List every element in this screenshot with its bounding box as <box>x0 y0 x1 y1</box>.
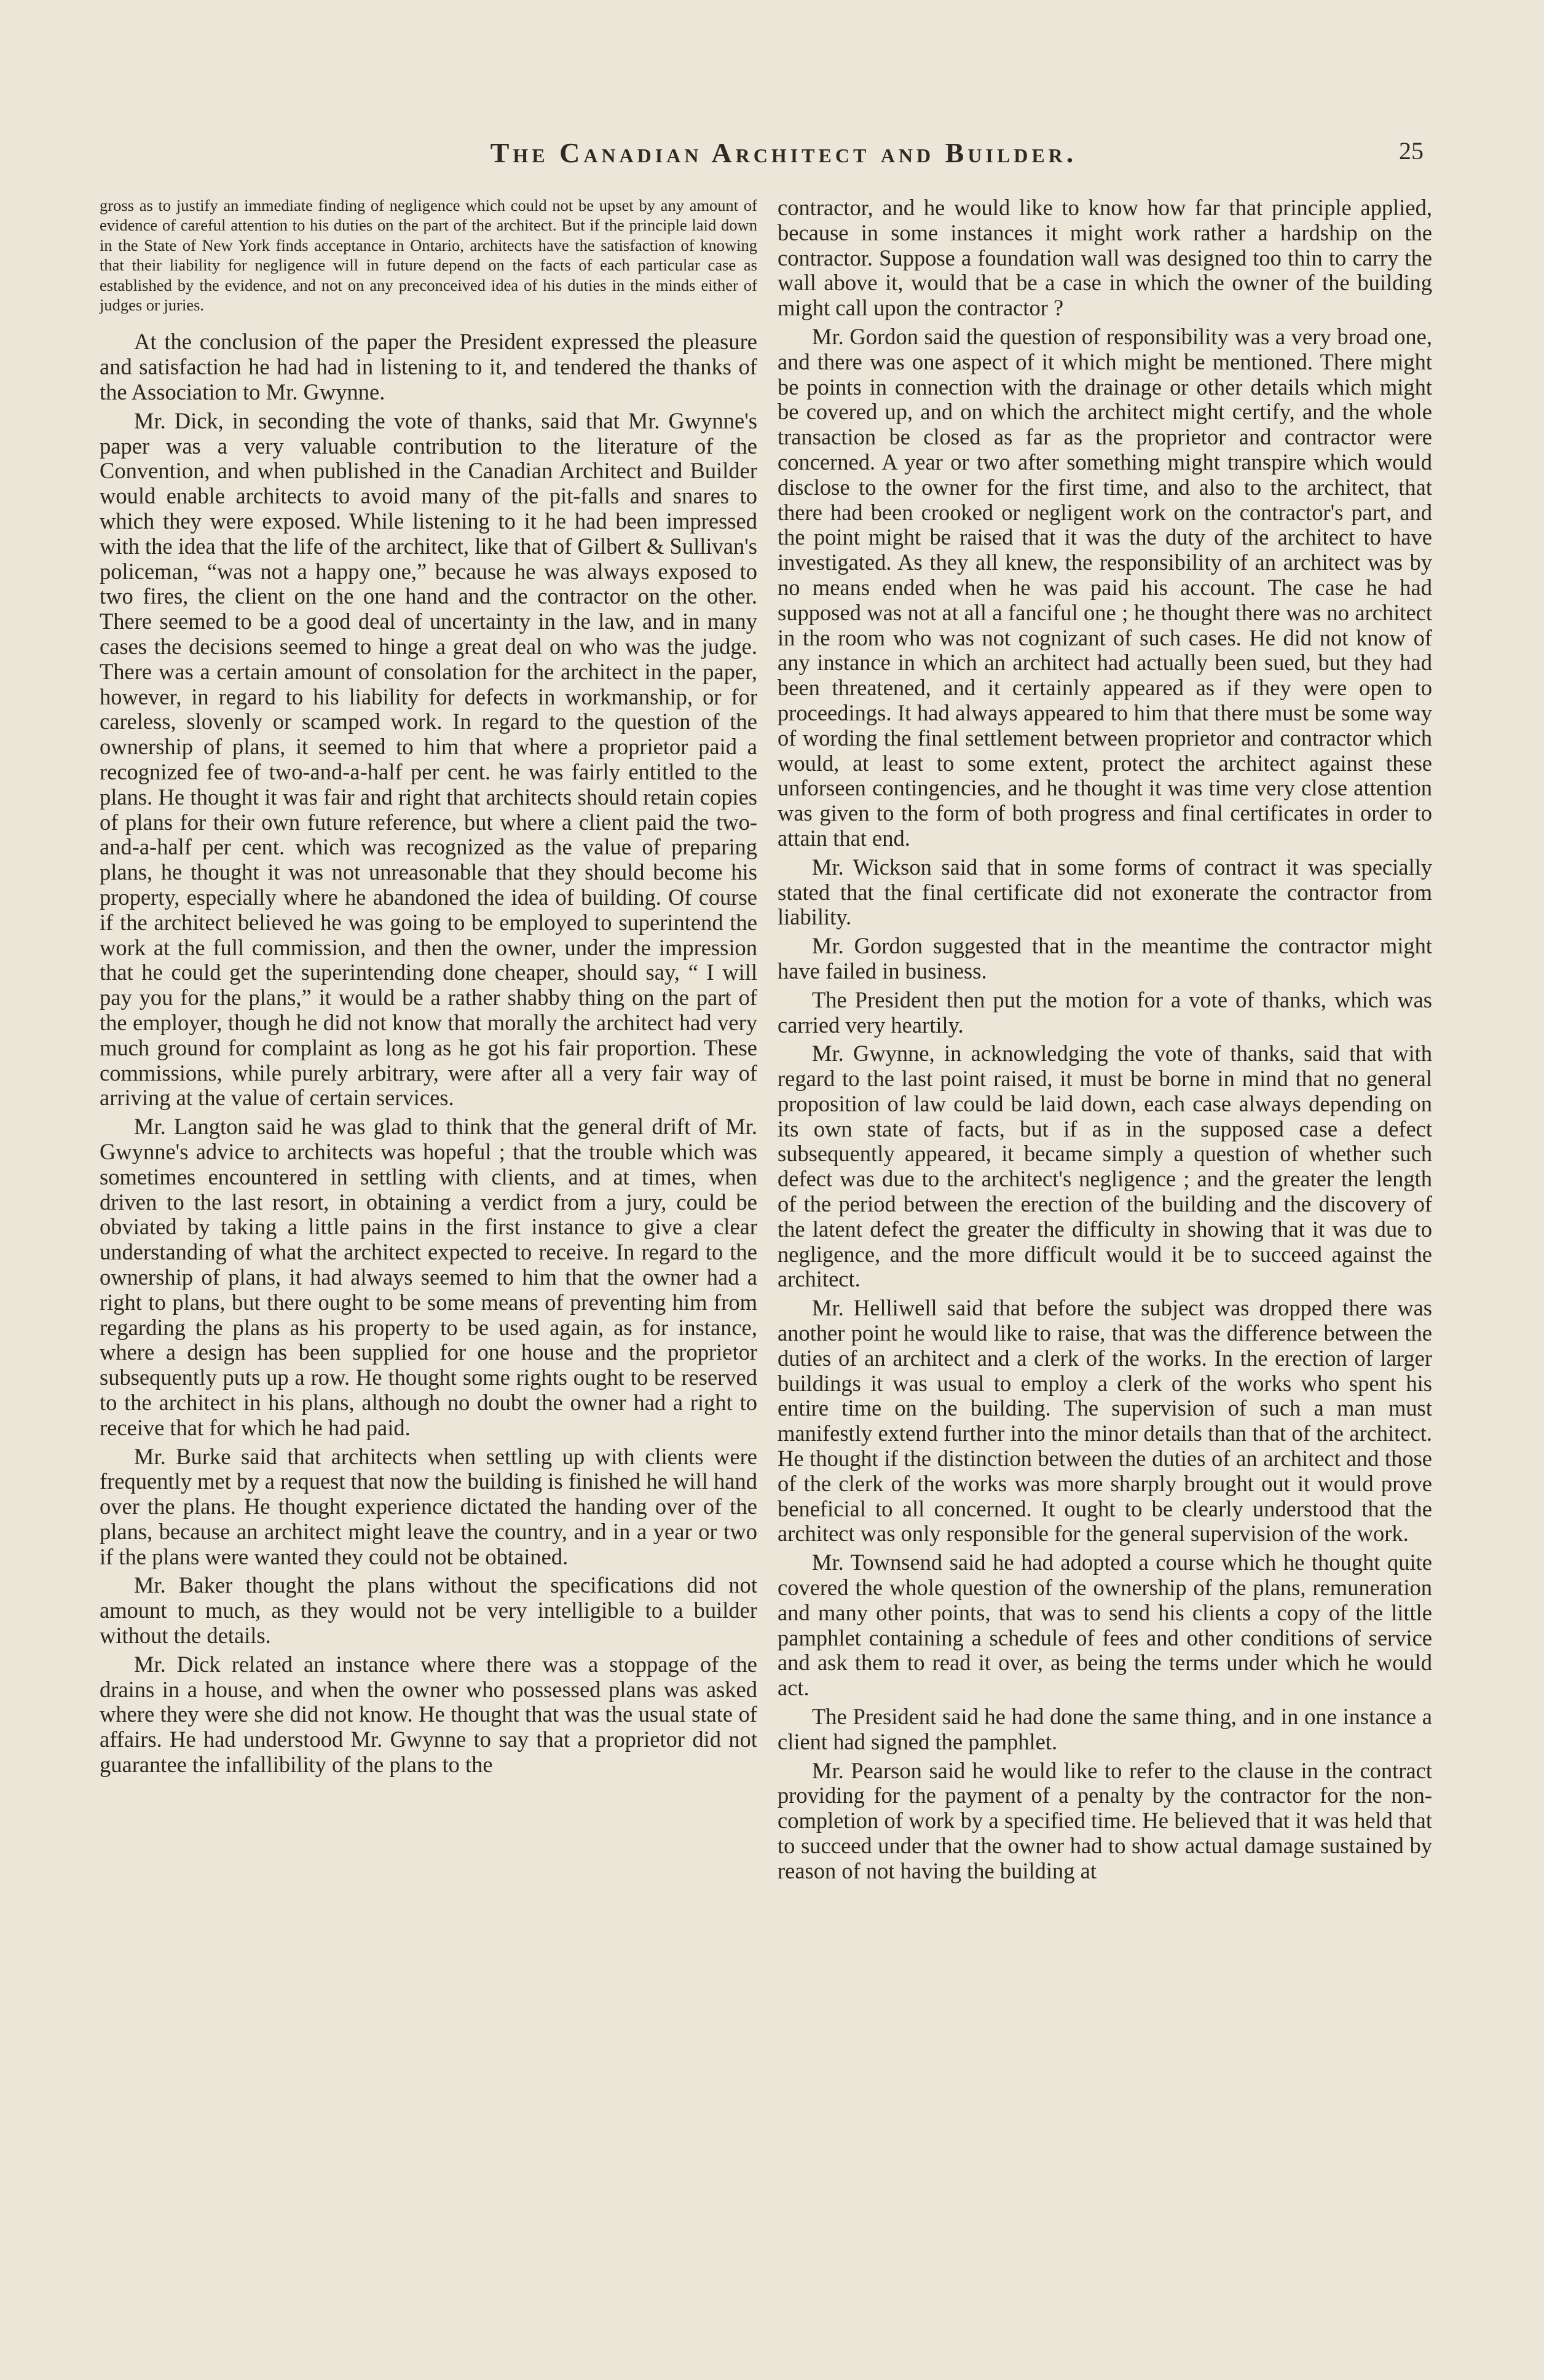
paragraph-mr-pearson: Mr. Pearson said he would like to refer to the clause in the contract providing for the payment of a penalty by the contractor for the non-completion of work by a specified time. He believed that it was held that to succeed under that the owner had to show actual damage sustained by reason of not having the building at <box>778 1757 1432 1883</box>
paragraph-mr-helliwell: Mr. Helliwell said that before the subject was dropped there was another point he would like to raise, that was the difference between the duties of an architect and a clerk of the works. In the erection of larger buildings it was usual to employ a clerk of the works who spent his entire time on the building. The supervision of such a man must manifestly extend further into the minor details than that of the architect. He thought if the distinction between the duties of an architect and those of the clerk of the works was more sharply brought out it would prove beneficial to all concerned. It ought to be clearly understood that the architect was only responsible for the general supervision of the work. <box>778 1295 1432 1547</box>
left-column <box>100 195 757 1781</box>
paragraph-mr-dick-drains: Mr. Dick related an instance where there was a stoppage of the drains in a house, and when the owner who possessed plans was asked where they were she did not know. He thought that was the usual state of affairs. He had understood Mr. Gwynne to say that a proprietor did not guarantee the infallibility of the plans to the <box>100 1651 757 1778</box>
journal-title: The Canadian Architect and Builder. <box>490 137 1077 168</box>
footnote-continuation: gross as to justify an immediate finding of negligence which could not be upset by any amount of evidence of careful attention to his duties on the part of the architect. But if the principle laid down in the State of New York finds acceptance in Ontario, architects have the satisfaction of knowing that their liability for negligence will in future depend on the facts of each particular case as established by the evidence, and not on any preconceived idea of his duties in the minds either of judges or juries. <box>100 196 757 315</box>
page-number: 25 <box>1399 137 1424 165</box>
paragraph-mr-burke: Mr. Burke said that architects when settling up with clients were frequently met by a request that now the building is finished he will hand over the plans. He thought experience dictated the handing over of the plans, because an architect might leave the country, and in a year or two if the plans were wanted they could not be obtained. <box>100 1443 757 1569</box>
paragraph-mr-wickson: Mr. Wickson said that in some forms of contract it was specially stated that the final certificate did not exonerate the contractor from liability. <box>778 854 1432 930</box>
running-header <box>0 136 1544 173</box>
paragraph-president-pamphlet: The President said he had done the same thing, and in one instance a client had signed the pamphlet. <box>778 1704 1432 1754</box>
paragraph-mr-gwynne: Mr. Gwynne, in acknowledging the vote of thanks, said that with regard to the last point raised, it must be borne in mind that no general proposition of law could be laid down, each case always depending on its own state of facts, but if as in the supposed case a defect subsequently appeared, it became simply a question of whether such defect was due to the architect's negligence ; and the greater the length of the period between the erection of the building and the discovery of the latent defect the greater the difficulty in showing that it was due to negligence, and the more difficult would it be to succeed against the architect. <box>778 1041 1432 1292</box>
paragraph-continuation: contractor, and he would like to know how far that principle applied, because in some instances it might work rather a hardship on the contractor. Suppose a foundation wall was designed too thin to carry the wall above it, would that be a case in which the owner of the building might call upon the contractor ? <box>778 195 1432 321</box>
paragraph-president-thanks: At the conclusion of the paper the President expressed the pleasure and satisfaction he had had in listening to it, and tendered the thanks of the Association to Mr. Gwynne. <box>100 329 757 405</box>
paragraph-mr-baker: Mr. Baker thought the plans without the specifications did not amount to much, as they would not be very intelligible to a builder without the details. <box>100 1572 757 1649</box>
paragraph-mr-townsend: Mr. Townsend said he had adopted a course which he thought quite covered the whole question of the ownership of the plans, remuneration and many other points, that was to send his clients a copy of the little pamphlet containing a schedule of fees and other conditions of service and ask them to read it over, as being the terms under which he would act. <box>778 1550 1432 1701</box>
paragraph-mr-dick: Mr. Dick, in seconding the vote of thanks, said that Mr. Gwynne's paper was a very valuable contribution to the literature of the Convention, and when published in the Canadian Architect and Builder would enable architects to avoid many of the pit-falls and snares to which they were exposed. While listening to it he had been impressed with the idea that the life of the architect, like that of Gilbert & Sullivan's policeman, “was not a happy one,” because he was always exposed to two fires, the client on the one hand and the contractor on the other. There seemed to be a good deal of uncertainty in the law, and in many cases the decisions seemed to hinge a great deal on who was the judge. There was a certain amount of consolation for the architect in the paper, however, in regard to his liability for defects in workmanship, or for careless, slovenly or scamped work. In regard to the question of the ownership of plans, it seemed to him that where a proprietor paid a recognized fee of two-and-a-half per cent. he was fairly entitled to the plans. He thought it was fair and right that architects should retain copies of plans for their own future reference, but where a client paid the two-and-a-half per cent. which was recognized as the value of preparing plans, he thought it was not unreasonable that they should become his property, especially where he abandoned the idea of building. Of course if the architect believed he was going to be employed to superintend the work at the full commission, and then the owner, under the impression that he could get the superintending done cheaper, should say, “ I will pay you for the plans,” it would be a rather shabby thing on the part of the employer, though he did not know that morally the architect had very much ground for complaint as long as he got his fair proportion. These commissions, while purely arbitrary, were after all a very fair way of arriving at the value of certain services. <box>100 408 757 1111</box>
paragraph-mr-gordon-suggestion: Mr. Gordon suggested that in the meantime the contractor might have failed in business. <box>778 933 1432 983</box>
right-column <box>778 195 1432 1888</box>
paragraph-mr-gordon: Mr. Gordon said the question of responsibility was a very broad one, and there was one aspect of it which might be mentioned. There might be points in connection with the drainage or other details which might be covered up, and on which the architect might certify, and the whole transaction be closed as far as the proprietor and contractor were concerned. A year or two after something might transpire which would disclose to the owner for the first time, and also to the architect, that there had been crooked or negligent work on the contractor's part, and the point might be raised that it was the duty of the architect to have investigated. As they all knew, the responsibility of an architect was by no means ended when he was paid his account. The case he had supposed was not at all a fanciful one ; he thought there was no architect in the room who was not cognizant of such cases. He did not know of any instance in which an architect had actually been sued, but they had been threatened, and it certainly appeared as if they were open to proceedings. It had always appeared to him that there must be some way of wording the final settlement between proprietor and contractor which would, at least to some extent, protect the architect against these unforseen contingencies, and he thought it was time very close attention was given to the form of both progress and final certificates in order to attain that end. <box>778 323 1432 851</box>
paragraph-mr-langton: Mr. Langton said he was glad to think that the general drift of Mr. Gwynne's advice to architects was hopeful ; that the trouble which was sometimes encountered in settling with clients, and at times, when driven to the last resort, in obtaining a verdict from a jury, could be obviated by taking a little pains in the first instance to give a clear understanding of what the architect expected to receive. In regard to the ownership of plans, it had always seemed to him that the owner had a right to plans, but there ought to be some means of preventing him from regarding the plans as his property to be used again, as for instance, where a design has been supplied for one house and the proprietor subsequently puts up a row. He thought some rights ought to be reserved to the architect in his plans, although no doubt the owner had a right to receive that for which he had paid. <box>100 1114 757 1440</box>
paragraph-president-motion: The President then put the motion for a vote of thanks, which was carried very heartily. <box>778 987 1432 1038</box>
